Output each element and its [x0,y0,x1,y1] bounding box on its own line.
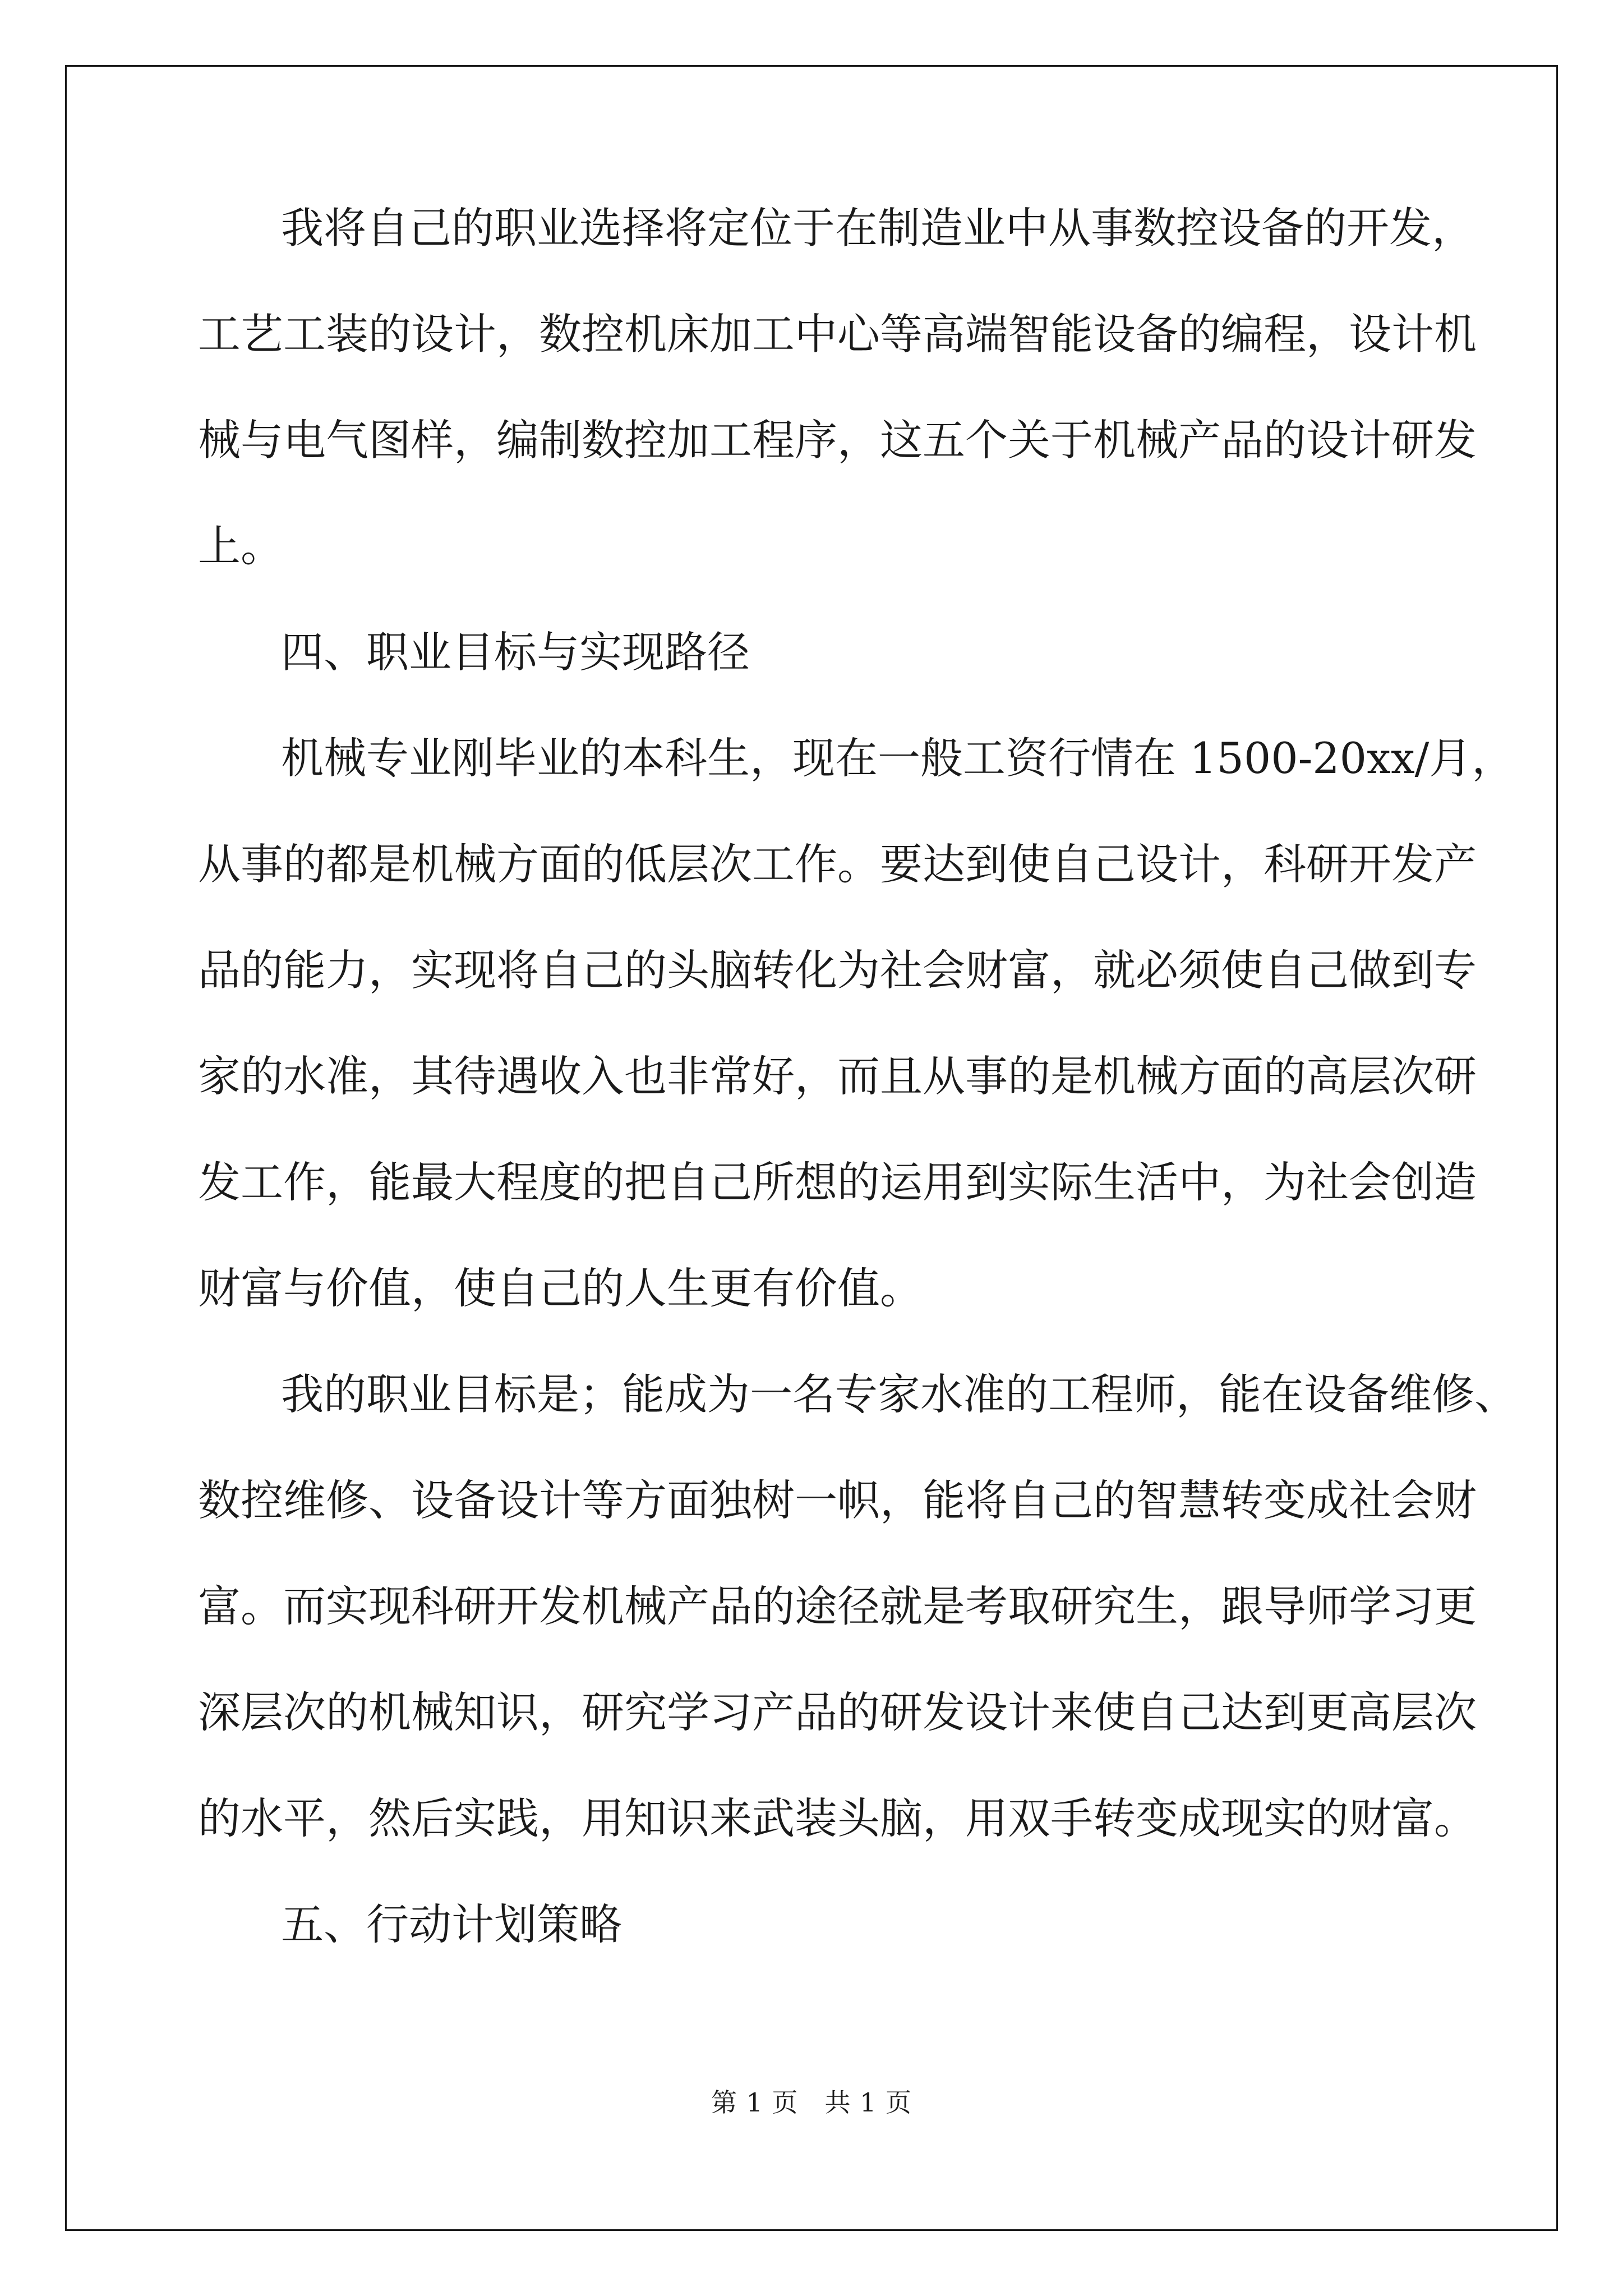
paragraph-line: 上。 [198,521,283,571]
paragraph-line: 我的职业目标是；能成为一名专家水准的工程师，能在设备维修、 [281,1369,1517,1419]
paragraph-line: 富。而实现科研开发机械产品的途径就是考取研究生，跟导师学习更 [198,1581,1477,1631]
section-heading: 五、行动计划策略 [281,1899,622,1949]
paragraph-line: 我将自己的职业选择将定位于在制造业中从事数控设备的开发， [281,203,1474,253]
page-footer: 第 1 页 共 1 页 [711,2087,912,2118]
paragraph-line: 家的水准，其待遇收入也非常好，而且从事的是机械方面的高层次研 [198,1051,1477,1101]
paragraph-line: 的水平，然后实践，用知识来武装头脑，用双手转变成现实的财富。 [198,1793,1477,1843]
paragraph-line: 深层次的机械知识，研究学习产品的研发设计来使自己达到更高层次 [198,1687,1477,1737]
paragraph-line: 从事的都是机械方面的低层次工作。要达到使自己设计，科研开发产 [198,839,1477,889]
paragraph-line: 工艺工装的设计，数控机床加工中心等高端智能设备的编程，设计机 [198,309,1477,359]
paragraph-line: 发工作，能最大程度的把自己所想的运用到实际生活中，为社会创造 [198,1157,1477,1207]
paragraph-line: 械与电气图样，编制数控加工程序，这五个关于机械产品的设计研发 [198,415,1477,465]
paragraph-line: 机械专业刚毕业的本科生，现在一般工资行情在 1500-20xx/月， [281,733,1515,783]
paragraph-line: 财富与价值，使自己的人生更有价值。 [198,1263,923,1313]
section-heading: 四、职业目标与实现路径 [281,627,750,677]
paragraph-line: 品的能力，实现将自己的头脑转化为社会财富，就必须使自己做到专 [198,945,1477,995]
paragraph-line: 数控维修、设备设计等方面独树一帜，能将自己的智慧转变成社会财 [198,1475,1477,1525]
